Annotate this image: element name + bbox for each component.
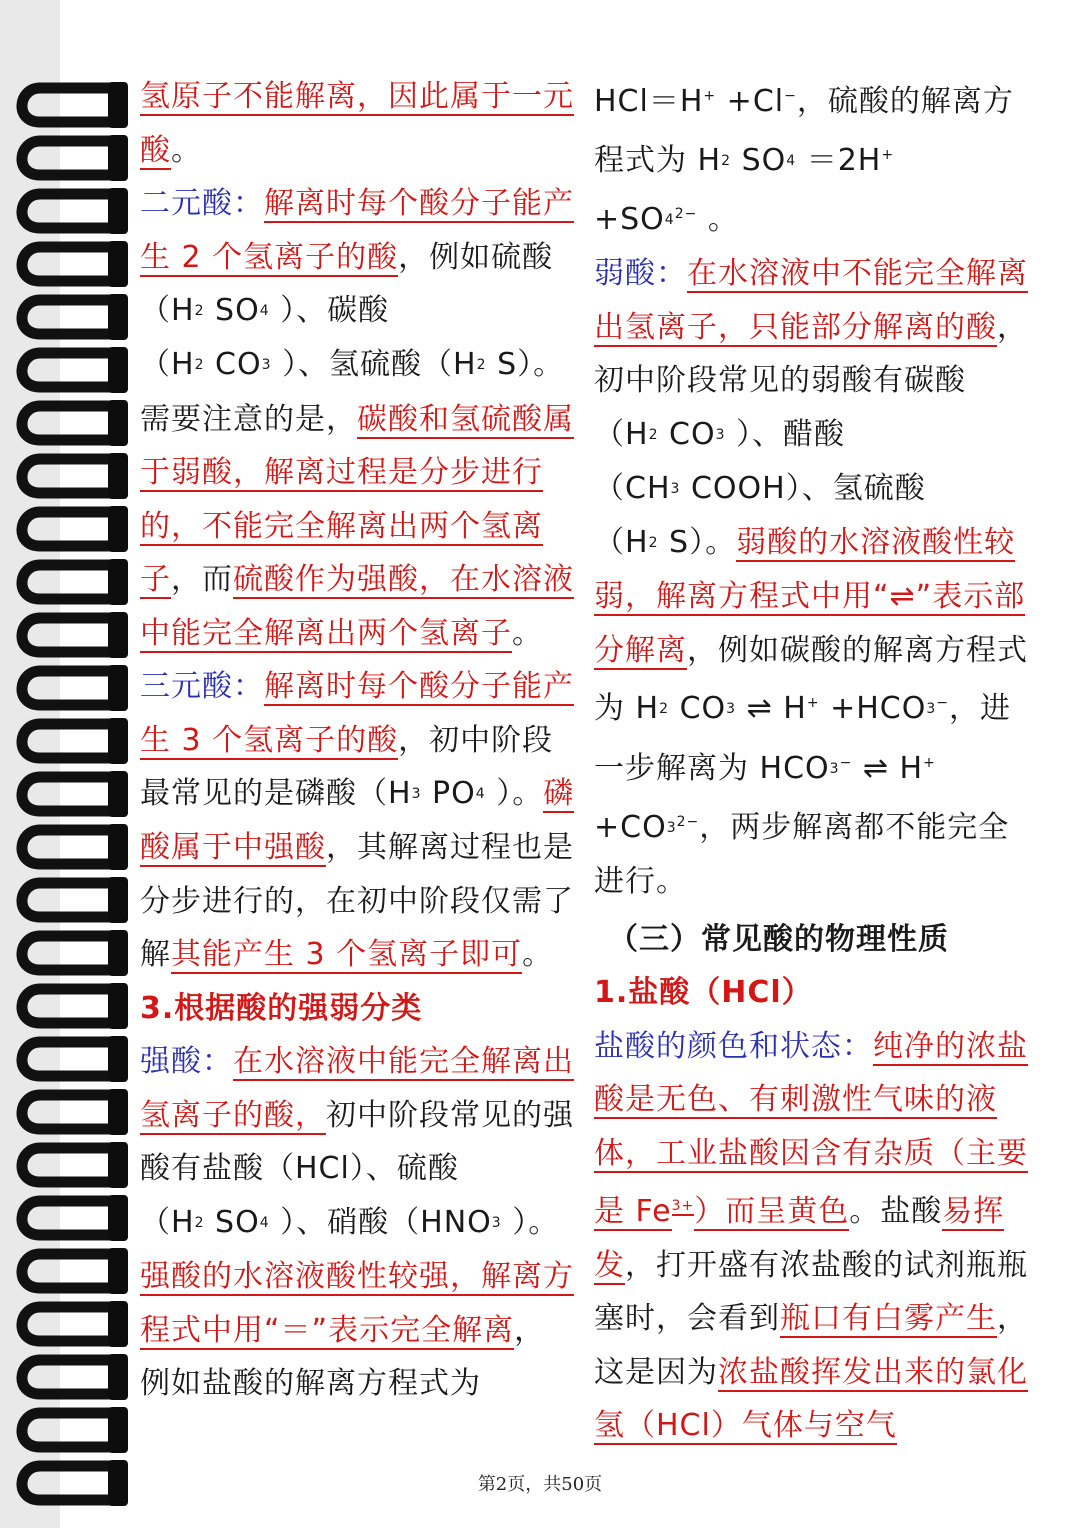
subscript: 2 — [648, 426, 659, 443]
term-label: 二元酸： — [140, 186, 264, 221]
highlight-text: 硫酸作为强酸，在水溶液中能完全解离出两个氢离子 — [140, 562, 574, 651]
binding-hole — [108, 1142, 128, 1188]
text: 初中阶段常见的强酸有盐酸（HCl）、硫酸（H — [140, 1097, 574, 1240]
text: COOH）、氢硫酸（H — [594, 470, 926, 560]
binding-hole — [108, 453, 128, 499]
text: S）。 — [669, 525, 737, 560]
text: 。 — [171, 132, 202, 168]
paragraph-hcl — [594, 1020, 1034, 1453]
paragraph-strong-acid — [140, 1035, 575, 1410]
binding-hole — [108, 930, 128, 976]
binding-hole — [108, 1195, 128, 1241]
text: ）、氢硫酸（H — [282, 347, 477, 383]
term-label: 盐酸的颜色和状态： — [594, 1028, 873, 1064]
text: HCl＝H — [594, 84, 704, 119]
subscript: 3 — [715, 426, 726, 443]
subscript: 2 — [721, 152, 732, 169]
binding-hole — [108, 612, 128, 658]
superscript: 2− — [676, 813, 700, 830]
subsection-heading: 1.盐酸（HCl） — [594, 975, 813, 1010]
text: ，其解离过程也是分步进行的，在初中阶段仅需了解 — [140, 830, 574, 973]
text: ）、碳酸（H — [140, 293, 390, 383]
text: ）。 — [512, 1204, 560, 1240]
term-label: 强酸： — [140, 1044, 233, 1080]
paragraph-tribasic — [140, 660, 575, 982]
binding-hole — [108, 188, 128, 234]
highlight-text: 浓盐酸挥发出来的氯化氢（HCl）气体与空气 — [594, 1354, 1028, 1443]
highlight-text: 磷酸属于中强酸 — [140, 776, 575, 866]
subscript: 3 — [261, 357, 272, 373]
page-number: 第2页，共50页 — [477, 1474, 603, 1495]
text: ）、醋酸（CH — [594, 416, 846, 506]
binding-hole — [108, 559, 128, 605]
superscript: 2− — [674, 205, 698, 222]
text: ，硫酸的解离方程式为 H — [594, 84, 1014, 178]
highlight-text: 氢原子不能解离，因此属于一 — [140, 79, 543, 114]
subscript: 3 — [726, 701, 737, 717]
binding-hole — [108, 82, 128, 128]
binding-hole — [108, 665, 128, 711]
highlight-text: 瓶口有白雾产生 — [780, 1301, 997, 1336]
text: ）。 — [496, 776, 544, 811]
text: ，打开盛有浓盐酸的试剂瓶瓶塞时，会看到 — [594, 1247, 1028, 1336]
subscript: 2 — [648, 534, 659, 551]
paragraph-monobasic — [140, 70, 575, 177]
binding-hole — [108, 347, 128, 393]
text: SO — [215, 293, 260, 328]
binding-hole — [108, 1354, 128, 1400]
text: ＝2H — [806, 142, 882, 178]
binding-hole — [108, 824, 128, 870]
binding-hole — [108, 400, 128, 446]
binding-hole — [108, 877, 128, 923]
paragraph-weak-acid — [594, 247, 1034, 909]
text: ，初中阶段常见的弱酸有碳酸（H — [594, 309, 1028, 452]
subscript: 3 — [411, 785, 422, 802]
highlight-text: 弱酸的水溶液酸性较弱，解离方程式中用“⇌”表示部分解离 — [594, 525, 1026, 668]
text: ，例如盐酸的解离方程式为 — [140, 1312, 546, 1401]
text: ⇌ H — [746, 691, 807, 727]
text: ，例如碳酸的解离方程式为 H — [594, 632, 1028, 727]
subscript: 3 — [491, 1214, 502, 1231]
subscript: 2 — [194, 302, 205, 319]
superscript: 3+ — [671, 1198, 695, 1214]
binding-hole — [108, 1301, 128, 1347]
text: CO — [669, 416, 716, 452]
superscript: − — [784, 88, 797, 104]
text: 。 — [707, 201, 739, 237]
text: 。 — [522, 937, 554, 973]
term-label: 弱酸： — [594, 256, 687, 291]
superscript: + — [703, 88, 717, 104]
text: ，初中阶段最常见的是磷酸（H — [140, 722, 554, 811]
text: 。盐酸 — [849, 1194, 943, 1229]
binding-hole — [108, 135, 128, 181]
subscript: 4 — [259, 1214, 270, 1231]
text: ，进一步解离为 HCO — [594, 691, 1012, 786]
right-column — [594, 70, 1034, 1453]
subscript: 4 — [259, 302, 270, 319]
text: 。 — [512, 615, 543, 651]
text: ，这是因为 — [594, 1301, 1028, 1390]
highlight-text: 其能产生 3 个氢离子即可 — [171, 937, 523, 973]
subscript: 2 — [659, 701, 670, 717]
text: +SO — [594, 201, 665, 237]
highlight-text: 易挥发 — [594, 1194, 1005, 1283]
spiral-binding — [0, 0, 140, 1528]
highlight-text: 纯净的浓盐酸是无色、有刺激性气味的液体，工业盐酸因含有杂质（主要是 Fe — [594, 1028, 1028, 1229]
text: CO — [215, 347, 262, 383]
text: PO — [432, 776, 476, 811]
text: ⇌ H — [862, 750, 924, 786]
section-heading: （三）常见酸的物理性质 — [608, 921, 949, 957]
text: ，例如硫酸（H — [140, 239, 554, 328]
subscript: 2 — [476, 357, 487, 373]
subscript: 3 — [926, 701, 937, 717]
subscript: 3 — [670, 480, 681, 497]
text: ，而 — [171, 562, 233, 597]
highlight-text: 元酸 — [140, 79, 574, 168]
text: ，两步解离都不能完全进行。 — [594, 809, 1010, 899]
binding-hole — [108, 1036, 128, 1082]
superscript: + — [881, 146, 895, 163]
binding-hole — [108, 771, 128, 817]
superscript: − — [839, 754, 853, 771]
paragraph-equations — [594, 70, 1034, 247]
binding-hole — [108, 1089, 128, 1135]
text: ）、硝酸（HNO — [280, 1204, 492, 1240]
binding-hole — [108, 506, 128, 552]
binding-hole — [108, 294, 128, 340]
text: SO — [215, 1204, 260, 1240]
definition-text: 在水溶液中能完全解离出氢离子的酸， — [140, 1044, 574, 1133]
superscript: − — [936, 695, 950, 712]
definition-text: 在水溶液中不能完全解离出氢离子，只能部分解离的酸 — [594, 256, 1028, 345]
text: +HCO — [819, 691, 927, 727]
binding-hole — [108, 1407, 128, 1453]
highlight-text: 碳酸和氢硫酸属于弱酸，解离过程是分步进行的，不能完全解离出两个氢离子 — [140, 401, 574, 597]
subscript: 2 — [194, 357, 205, 373]
subscript: 4 — [475, 785, 486, 802]
binding-hole — [108, 241, 128, 287]
highlight-text: 强酸的水溶液酸性较强，解离方程式中用“＝”表示完全解离 — [140, 1259, 574, 1348]
term-label: 三元酸： — [140, 669, 264, 704]
text: CO — [679, 691, 727, 727]
binding-hole — [108, 983, 128, 1029]
superscript: + — [923, 754, 936, 771]
section-heading: 3.根据酸的强弱分类 — [140, 990, 423, 1026]
highlight-text: ）而呈黄色 — [694, 1194, 850, 1229]
definition-text: 解离时每个酸分子能产生 3 个氢离子的酸 — [140, 669, 574, 758]
text: +CO — [594, 809, 667, 845]
binding-hole — [108, 718, 128, 764]
text: SO — [741, 142, 787, 178]
paragraph-dibasic — [140, 177, 575, 660]
subscript: 4 — [664, 211, 675, 228]
binding-hole — [108, 1248, 128, 1294]
subscript: 2 — [194, 1214, 205, 1231]
definition-text: 解离时每个酸分子能产生 2 个氢离子的酸 — [140, 186, 574, 275]
subscript: 4 — [786, 152, 797, 169]
text: +Cl — [716, 84, 785, 119]
superscript: + — [806, 695, 820, 712]
subscript: 3 — [666, 819, 677, 836]
subscript: 3 — [829, 760, 840, 777]
left-column — [140, 70, 575, 1411]
text: S）。需要注意的是， — [140, 347, 565, 437]
